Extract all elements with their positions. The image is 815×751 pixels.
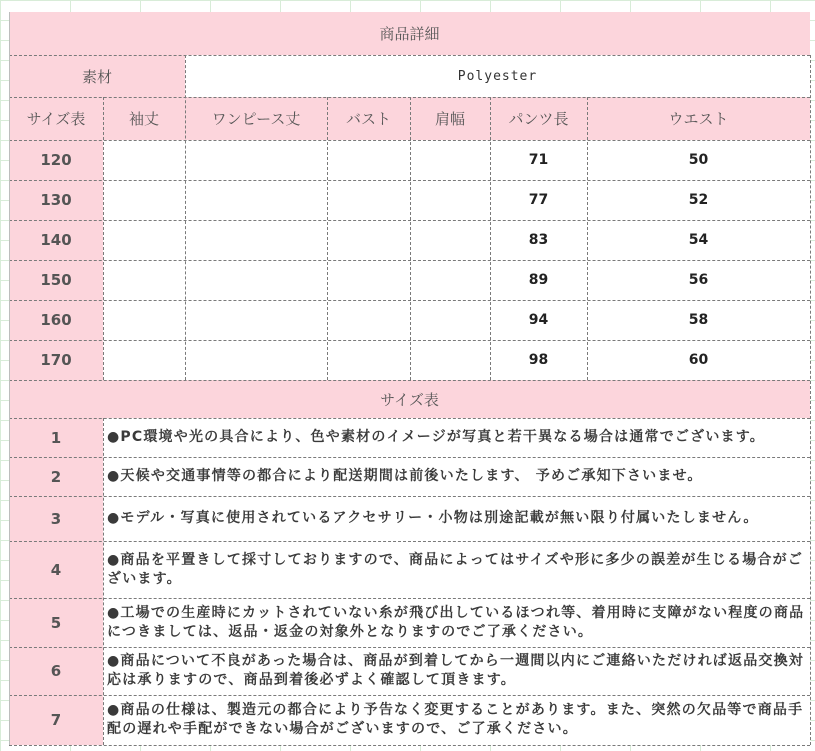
waist-cell: 50	[587, 140, 810, 180]
bust-cell	[327, 220, 410, 260]
dress-cell	[185, 180, 327, 220]
note-number: 4	[9, 541, 103, 598]
waist-cell: 52	[587, 180, 810, 220]
sleeve-cell	[103, 220, 185, 260]
note-text: ●天候や交通事情等の都合により配送期間は前後いたします、 予めご承知下さいませ。	[103, 457, 810, 496]
sheet-title: 商品詳細	[9, 12, 810, 55]
note-text: ●商品の仕様は、製造元の都合により予告なく変更することがあります。また、突然の欠品等で商品手配の遅れや手配ができない場合がございますので、ご了承ください。	[103, 695, 810, 745]
sleeve-cell	[103, 300, 185, 340]
shoulder-cell	[410, 140, 490, 180]
shoulder-cell	[410, 180, 490, 220]
waist-cell: 56	[587, 260, 810, 300]
size-cell: 130	[9, 180, 103, 220]
shoulder-cell	[410, 220, 490, 260]
note-text: ●商品を平置きして採寸しておりますので、商品によってはサイズや形に多少の誤差が生じる場合がございます。	[103, 541, 810, 598]
bust-cell	[327, 340, 410, 380]
sleeve-cell	[103, 260, 185, 300]
note-number: 6	[9, 647, 103, 695]
sleeve-cell	[103, 180, 185, 220]
dress-cell	[185, 300, 327, 340]
note-number: 1	[9, 418, 103, 457]
notes-title: サイズ表	[9, 380, 810, 418]
material-value: Polyester	[185, 55, 810, 97]
pants-cell: 98	[490, 340, 587, 380]
bust-cell	[327, 300, 410, 340]
sleeve-cell	[103, 140, 185, 180]
shoulder-cell	[410, 340, 490, 380]
shoulder-cell	[410, 260, 490, 300]
header-size: サイズ表	[9, 97, 103, 140]
header-sleeve: 袖丈	[103, 97, 185, 140]
bust-cell	[327, 260, 410, 300]
header-pants-length: パンツ長	[490, 97, 587, 140]
shoulder-cell	[410, 300, 490, 340]
dress-cell	[185, 260, 327, 300]
header-dress-length: ワンピース丈	[185, 97, 327, 140]
waist-cell: 58	[587, 300, 810, 340]
pants-cell: 94	[490, 300, 587, 340]
note-text: ●PC環境や光の具合により、色や素材のイメージが写真と若干異なる場合は通常でございます。	[103, 418, 810, 457]
waist-cell: 60	[587, 340, 810, 380]
note-number: 2	[9, 457, 103, 496]
pants-cell: 89	[490, 260, 587, 300]
note-text: ●工場での生産時にカットされていない糸が飛び出しているほつれ等、着用時に支障がない程度の商品につきましては、返品・返金の対象外となりますのでご了承ください。	[103, 598, 810, 647]
dress-cell	[185, 220, 327, 260]
grid-line	[810, 55, 811, 745]
pants-cell: 83	[490, 220, 587, 260]
size-cell: 120	[9, 140, 103, 180]
note-text: ●商品について不良があった場合は、商品が到着してから一週間以内にご連絡いただければ返品交換対応は承りますので、商品到着後必ずよく確認して頂きます。	[103, 647, 810, 695]
header-bust: バスト	[327, 97, 410, 140]
header-shoulder: 肩幅	[410, 97, 490, 140]
size-cell: 150	[9, 260, 103, 300]
note-number: 3	[9, 496, 103, 541]
size-cell: 160	[9, 300, 103, 340]
header-waist: ウエスト	[587, 97, 810, 140]
material-label: 素材	[9, 55, 185, 97]
size-cell: 170	[9, 340, 103, 380]
grid-line	[9, 745, 810, 746]
sleeve-cell	[103, 340, 185, 380]
bust-cell	[327, 180, 410, 220]
note-number: 5	[9, 598, 103, 647]
note-number: 7	[9, 695, 103, 745]
note-text: ●モデル・写真に使用されているアクセサリー・小物は別途記載が無い限り付属いたしません。	[103, 496, 810, 541]
pants-cell: 71	[490, 140, 587, 180]
dress-cell	[185, 140, 327, 180]
waist-cell: 54	[587, 220, 810, 260]
dress-cell	[185, 340, 327, 380]
bust-cell	[327, 140, 410, 180]
size-cell: 140	[9, 220, 103, 260]
pants-cell: 77	[490, 180, 587, 220]
